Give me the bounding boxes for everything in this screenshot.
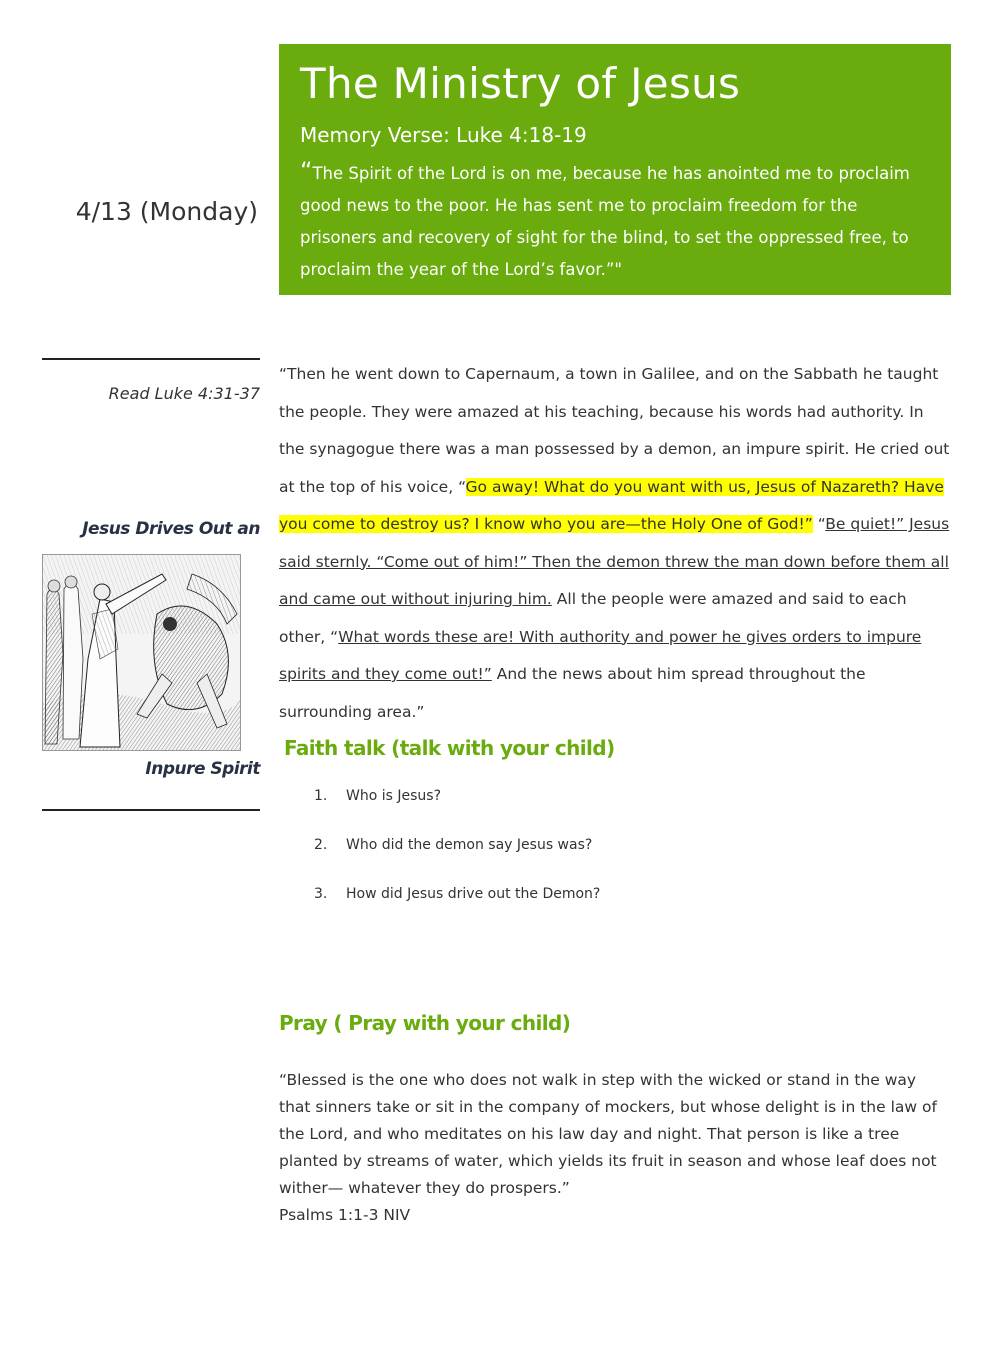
date-label: 4/13 (Monday) (75, 197, 258, 226)
memory-verse-text (300, 155, 931, 286)
list-item (314, 837, 600, 886)
verse-open-quote: “ (300, 157, 313, 185)
faith-talk-heading: Faith talk (talk with your child) (284, 736, 615, 760)
prayer-text: “Blessed is the one who does not walk in step with the wicked or stand in the way that sinners take or sit in the company of mockers, but whose delight is in the law of the Lord, and who meditates on his law day and night. That person is like a tree planted by streams of water, which yields its fruit in season and whose leaf does not wither— whatever they do prospers.” (279, 1071, 937, 1197)
memory-verse-reference: Memory Verse: Luke 4:18-19 (300, 123, 587, 147)
pray-heading: Pray ( Pray with your child) (279, 1011, 571, 1035)
question-text: Who did the demon say Jesus was? (346, 837, 593, 853)
scripture-text-2: “ (812, 515, 826, 533)
question-number: 2. (314, 837, 328, 853)
scripture-text-1: “Then he went down to Capernaum, a town in Galilee, and on the Sabbath he taught the people. They were amazed at his teaching, because his words had authority. In the synagogue there was a man possessed by a demon, an impure spirit. He cried out at the top of his voice, “ (279, 365, 950, 496)
question-list (314, 788, 600, 935)
reading-reference: Read Luke 4:31-37 (108, 384, 260, 403)
scripture-passage (279, 356, 951, 731)
question-text: How did Jesus drive out the Demon? (346, 886, 601, 902)
header-banner (279, 44, 951, 295)
highlighted-text: Go away! What do you want with us, Jesus of Nazareth? Have you come to destroy us? I know who you are—the Holy One of God!” (279, 477, 944, 533)
prayer-reference: Psalms 1:1-3 NIV (279, 1206, 411, 1224)
picture-caption-top: Jesus Drives Out an (82, 519, 260, 539)
underlined-text-2: What words these are! With authority and power he gives orders to impure spirits and they come out!” (279, 627, 922, 683)
list-item (314, 886, 600, 935)
engraving-illustration (42, 554, 241, 751)
picture-caption-bottom: Inpure Spirit (145, 759, 260, 779)
question-number: 1. (314, 788, 328, 804)
scripture-text-4: And the news about him spread throughout the surrounding area.” (279, 665, 866, 721)
prayer-passage (279, 1067, 951, 1229)
question-text: Who is Jesus? (346, 788, 441, 804)
sidebar-divider-bottom (42, 809, 260, 811)
memory-verse-body: The Spirit of the Lord is on me, because he has anointed me to proclaim good news to the poor. He has sent me to proclaim freedom for the prisoners and recovery of sight for the blind, to set the oppressed free, to proclaim the year of the Lord’s favor.”" (300, 164, 910, 279)
list-item (314, 788, 600, 837)
scripture-text-3: All the people were amazed and said to each other, “ (279, 590, 907, 646)
sidebar-divider-top (42, 358, 260, 360)
question-number: 3. (314, 886, 328, 902)
underlined-text-1: Be quiet!” Jesus said sternly. “Come out of him!” Then the demon threw the man down before them all and came out without injuring him. (279, 515, 950, 608)
page-title: The Ministry of Jesus (300, 59, 741, 108)
